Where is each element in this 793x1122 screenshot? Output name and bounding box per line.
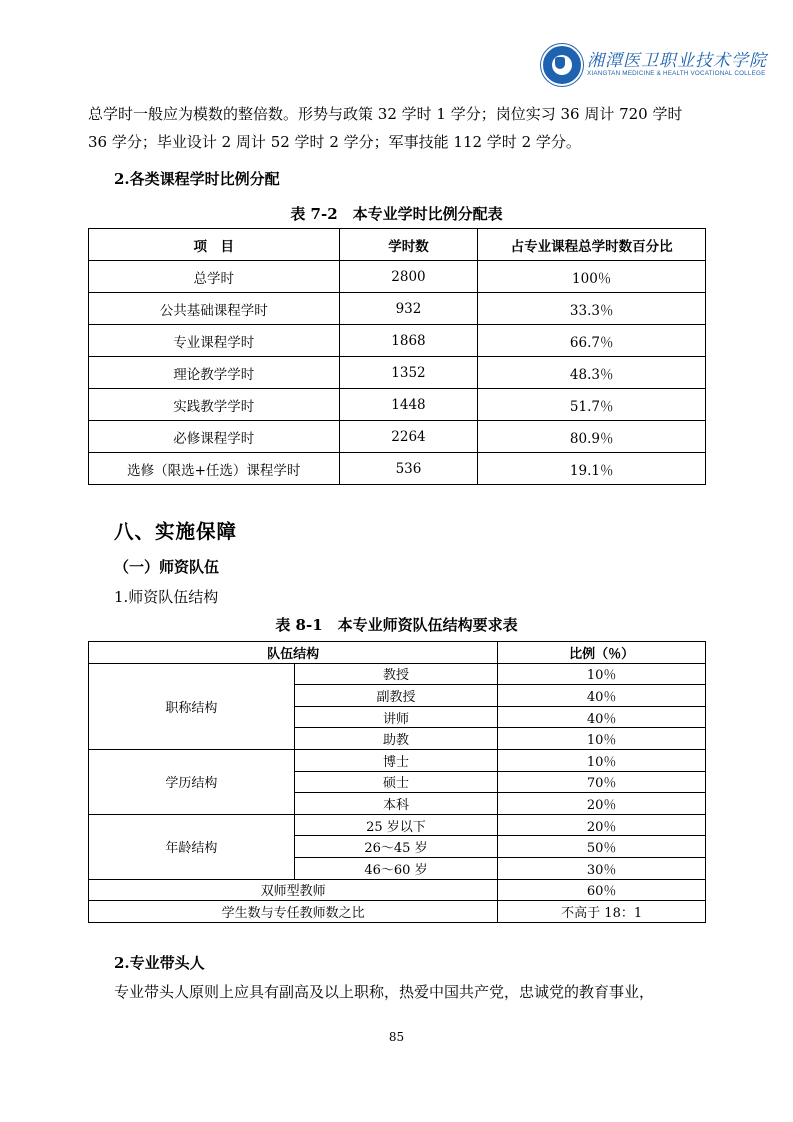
table-header-row bbox=[89, 229, 706, 261]
table-cell: 80.9％ bbox=[478, 421, 706, 453]
column-header: 项 目 bbox=[89, 229, 340, 261]
intro-paragraph bbox=[88, 100, 706, 156]
table-cell: 60％ bbox=[498, 879, 706, 901]
table-cell: 51.7％ bbox=[478, 389, 706, 421]
table-cell: 66.7％ bbox=[478, 325, 706, 357]
table-cell: 1448 bbox=[339, 389, 478, 421]
table-cell: 讲师 bbox=[294, 706, 498, 728]
faculty-structure-table bbox=[88, 641, 706, 923]
table-cell: 硕士 bbox=[294, 771, 498, 793]
college-logo bbox=[541, 44, 767, 84]
hours-ratio-table bbox=[88, 228, 706, 485]
table-cell: 双师型教师 bbox=[89, 879, 498, 901]
table-cell: 50％ bbox=[498, 836, 706, 858]
table-row bbox=[89, 663, 706, 685]
table-8-1-caption: 表 8-1 本专业师资队伍结构要求表 bbox=[275, 616, 518, 634]
table-cell: 46～60 岁 bbox=[294, 857, 498, 879]
table-header-row bbox=[89, 642, 706, 664]
intro-line-1: 总学时一般应为模数的整倍数。形势与政策 32 学时 1 学分；岗位实习 36 周计 720 学时 bbox=[88, 105, 683, 123]
table-cell: 副教授 bbox=[294, 685, 498, 707]
table-cell: 必修课程学时 bbox=[89, 421, 340, 453]
page-number: 85 bbox=[388, 1030, 405, 1044]
table-cell: 不高于 18：1 bbox=[498, 901, 706, 923]
table-cell: 19.1％ bbox=[478, 453, 706, 485]
table-cell: 公共基础课程学时 bbox=[89, 293, 340, 325]
table-cell: 26～45 岁 bbox=[294, 836, 498, 858]
table-cell: 选修（限选+任选）课程学时 bbox=[89, 453, 340, 485]
table-cell: 100％ bbox=[478, 261, 706, 293]
table-cell: 理论教学学时 bbox=[89, 357, 340, 389]
table-cell: 本科 bbox=[294, 793, 498, 815]
group-label: 年龄结构 bbox=[89, 814, 295, 879]
table-cell: 40％ bbox=[498, 706, 706, 728]
table-cell: 48.3％ bbox=[478, 357, 706, 389]
table-cell: 25 岁以下 bbox=[294, 814, 498, 836]
table-row bbox=[89, 261, 706, 293]
table-cell: 1352 bbox=[339, 357, 478, 389]
section-heading-course-hours: 2.各类课程学时比例分配 bbox=[114, 170, 280, 188]
table-row bbox=[89, 749, 706, 771]
table-cell: 20％ bbox=[498, 793, 706, 815]
table-row bbox=[89, 293, 706, 325]
table-cell: 10％ bbox=[498, 728, 706, 750]
column-header: 学时数 bbox=[339, 229, 478, 261]
table-cell: 1868 bbox=[339, 325, 478, 357]
table-cell: 40％ bbox=[498, 685, 706, 707]
table-7-2-caption: 表 7-2 本专业学时比例分配表 bbox=[290, 205, 503, 223]
column-header: 占专业课程总学时数百分比 bbox=[478, 229, 706, 261]
intro-line-2: 36 学分；毕业设计 2 周计 52 学时 2 学分；军事技能 112 学时 2 学分。 bbox=[88, 133, 581, 151]
item-heading-faculty-structure: 1.师资队伍结构 bbox=[114, 588, 219, 606]
group-label: 职称结构 bbox=[89, 663, 295, 749]
table-row bbox=[89, 389, 706, 421]
table-cell: 2264 bbox=[339, 421, 478, 453]
table-row bbox=[89, 901, 706, 923]
table-cell: 2800 bbox=[339, 261, 478, 293]
column-header: 比例（％） bbox=[498, 642, 706, 664]
table-cell: 536 bbox=[339, 453, 478, 485]
table-row bbox=[89, 814, 706, 836]
column-header: 队伍结构 bbox=[89, 642, 498, 664]
table-cell: 30％ bbox=[498, 857, 706, 879]
logo-chinese-name: 湘潭医卫职业技术学院 bbox=[587, 51, 767, 71]
table-cell: 博士 bbox=[294, 749, 498, 771]
table-cell: 932 bbox=[339, 293, 478, 325]
table-row bbox=[89, 453, 706, 485]
table-cell: 总学时 bbox=[89, 261, 340, 293]
program-leader-paragraph: 专业带头人原则上应具有副高及以上职称，热爱中国共产党，忠诚党的教育事业， bbox=[114, 983, 655, 1001]
logo-english-name: XIANGTAN MEDICINE & HEALTH VOCATIONAL COLLEGE bbox=[587, 70, 766, 77]
table-cell: 专业课程学时 bbox=[89, 325, 340, 357]
table-cell: 教授 bbox=[294, 663, 498, 685]
table-cell: 学生数与专任教师数之比 bbox=[89, 901, 498, 923]
table-row bbox=[89, 325, 706, 357]
table-row bbox=[89, 421, 706, 453]
group-label: 学历结构 bbox=[89, 749, 295, 814]
table-cell: 10％ bbox=[498, 663, 706, 685]
table-cell: 助教 bbox=[294, 728, 498, 750]
chapter-heading-implementation: 八、实施保障 bbox=[114, 520, 238, 543]
table-cell: 33.3％ bbox=[478, 293, 706, 325]
item-heading-program-leader: 2.专业带头人 bbox=[114, 954, 205, 972]
table-cell: 实践教学学时 bbox=[89, 389, 340, 421]
table-cell: 20％ bbox=[498, 814, 706, 836]
table-row bbox=[89, 357, 706, 389]
table-cell: 70％ bbox=[498, 771, 706, 793]
table-cell: 10％ bbox=[498, 749, 706, 771]
subsection-heading-faculty: （一）师资队伍 bbox=[114, 558, 220, 576]
table-row bbox=[89, 879, 706, 901]
